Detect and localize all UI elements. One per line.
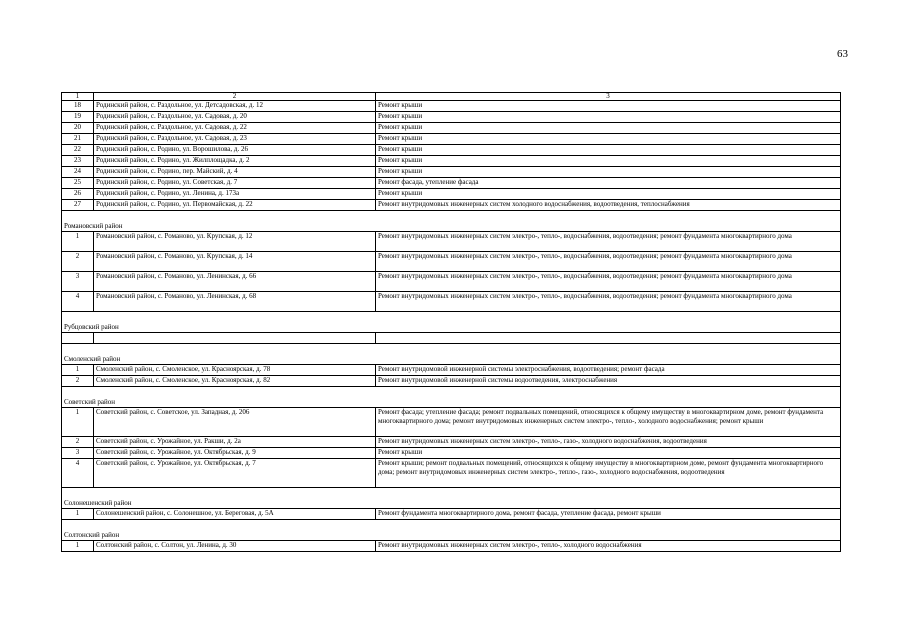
table-header-row	[62, 93, 841, 101]
row-number: 27	[62, 200, 94, 211]
page-number: 63	[837, 48, 848, 60]
row-number: 2	[62, 437, 94, 448]
row-number: 23	[62, 156, 94, 167]
row-work-type: Ремонт внутридомовых инженерных систем электро-, тепло-, водоснабжения, водоотведения; ремонт фундамента многоквартирного дома	[376, 252, 841, 272]
row-work-type: Ремонт внутридомовой инженерной системы водоотведения, электроснабжения	[376, 376, 841, 387]
table-row	[62, 437, 841, 448]
row-number: 26	[62, 189, 94, 200]
table-row	[62, 365, 841, 376]
row-work-type: Ремонт крыши	[376, 156, 841, 167]
row-address: Родинский район, с. Родино, ул. Советская, д. 7	[94, 178, 376, 189]
row-number: 20	[62, 123, 94, 134]
row-work-type: Ремонт крыши	[376, 101, 841, 112]
row-address: Советский район, с. Советское, ул. Западная, д. 206	[94, 408, 376, 437]
table-row	[62, 448, 841, 459]
district-header-row	[62, 312, 841, 333]
row-address: Романовский район, с. Романово, ул. Крупская, д. 14	[94, 252, 376, 272]
empty-cell	[62, 333, 94, 344]
table-row	[62, 252, 841, 272]
row-work-type: Ремонт крыши	[376, 123, 841, 134]
empty-row	[62, 333, 841, 344]
row-address: Солтонский район, с. Солтон, ул. Ленина, д. 30	[94, 541, 376, 552]
repair-table	[61, 92, 841, 552]
table-row	[62, 509, 841, 520]
row-address: Родинский район, с. Родино, ул. Ленина, д. 173а	[94, 189, 376, 200]
row-number: 2	[62, 376, 94, 387]
row-number: 24	[62, 167, 94, 178]
row-work-type: Ремонт внутридомовых инженерных систем холодного водоснабжения, водоотведения, теплоснабжения	[376, 200, 841, 211]
row-work-type: Ремонт внутридомовых инженерных систем электро-, тепло-, водоснабжения, водоотведения; ремонт фундамента многоквартирного дома	[376, 232, 841, 252]
row-address: Смоленский район, с. Смоленское, ул. Красноярская, д. 78	[94, 365, 376, 376]
table-row	[62, 376, 841, 387]
table-row	[62, 408, 841, 437]
table-row	[62, 272, 841, 292]
district-name: Романовский район	[62, 211, 841, 232]
district-name: Солонешенский район	[62, 488, 841, 509]
table-row	[62, 178, 841, 189]
row-address: Родинский район, с. Родино, ул. Первомайская, д. 22	[94, 200, 376, 211]
table-row	[62, 123, 841, 134]
row-address: Родинский район, с. Раздольное, ул. Детсадовская, д. 12	[94, 101, 376, 112]
district-header-row	[62, 211, 841, 232]
row-number: 22	[62, 145, 94, 156]
district-name: Рубцовский район	[62, 312, 841, 333]
column-header: 2	[94, 93, 376, 101]
row-number: 1	[62, 408, 94, 437]
row-work-type: Ремонт фасада, утепление фасада	[376, 178, 841, 189]
table-row	[62, 156, 841, 167]
row-work-type: Ремонт фундамента многоквартирного дома, ремонт фасада, утепление фасада, ремонт крыши	[376, 509, 841, 520]
table-row	[62, 101, 841, 112]
district-header-row	[62, 387, 841, 408]
row-address: Родинский район, с. Родино, ул. Жилплощадка, д. 2	[94, 156, 376, 167]
district-name: Солтонский район	[62, 520, 841, 541]
table-row	[62, 167, 841, 178]
row-address: Родинский район, с. Раздольное, ул. Садовая, д. 20	[94, 112, 376, 123]
row-address: Родинский район, с. Родино, ул. Ворошилова, д. 26	[94, 145, 376, 156]
row-address: Романовский район, с. Романово, ул. Крупская, д. 12	[94, 232, 376, 252]
row-work-type: Ремонт внутридомовых инженерных систем электро-, тепло-, водоснабжения, водоотведения; ремонт фундамента многоквартирного дома	[376, 272, 841, 292]
table-row	[62, 459, 841, 488]
table-row	[62, 145, 841, 156]
row-number: 1	[62, 509, 94, 520]
row-address: Родинский район, с. Раздольное, ул. Садовая, д. 23	[94, 134, 376, 145]
row-work-type: Ремонт фасада; утепление фасада; ремонт подвальных помещений, относящихся к общему имуществу в многоквартирном доме, ремонт фундамента многоквартирного дома; ремонт внутридомовых инженерных систем электро-, тепло-, холодного водоснабжения; ремонт крыши	[376, 408, 841, 437]
row-address: Романовский район, с. Романово, ул. Ленинская, д. 66	[94, 272, 376, 292]
row-work-type: Ремонт крыши	[376, 448, 841, 459]
row-work-type: Ремонт внутридомовых инженерных систем электро-, тепло-, водоснабжения, водоотведения; ремонт фундамента многоквартирного дома	[376, 292, 841, 312]
district-name: Смоленский район	[62, 344, 841, 365]
row-work-type: Ремонт крыши	[376, 189, 841, 200]
row-work-type: Ремонт крыши	[376, 167, 841, 178]
row-number: 3	[62, 448, 94, 459]
table-row	[62, 134, 841, 145]
table-row	[62, 112, 841, 123]
row-address: Родинский район, с. Раздольное, ул. Садовая, д. 22	[94, 123, 376, 134]
row-number: 1	[62, 365, 94, 376]
row-number: 21	[62, 134, 94, 145]
row-address: Романовский район, с. Романово, ул. Ленинская, д. 68	[94, 292, 376, 312]
row-work-type: Ремонт внутридомовых инженерных систем электро-, тепло-, холодного водоснабжения	[376, 541, 841, 552]
row-work-type: Ремонт крыши	[376, 145, 841, 156]
row-work-type: Ремонт крыши	[376, 112, 841, 123]
row-work-type: Ремонт крыши; ремонт подвальных помещений, относящихся к общему имуществу в многоквартирном доме, ремонт фундамента многоквартирного дома; ремонт внутридомовых инженерных систем электро-, тепло-, газо-, холодного водоснабжения, водоотведения	[376, 459, 841, 488]
row-address: Солонешенский район, с. Солонешное, ул. Береговая, д. 5А	[94, 509, 376, 520]
table-row	[62, 292, 841, 312]
row-address: Смоленский район, с. Смоленское, ул. Красноярская, д. 82	[94, 376, 376, 387]
row-number: 19	[62, 112, 94, 123]
row-number: 4	[62, 292, 94, 312]
row-work-type: Ремонт внутридомовых инженерных систем электро-, тепло-, газо-, холодного водоснабжения, водоотведения	[376, 437, 841, 448]
table-row	[62, 200, 841, 211]
table-row	[62, 541, 841, 552]
column-header: 3	[376, 93, 841, 101]
table-row	[62, 189, 841, 200]
column-header: 1	[62, 93, 94, 101]
district-header-row	[62, 488, 841, 509]
row-address: Советский район, с. Урожайное, ул. Октябрьская, д. 7	[94, 459, 376, 488]
row-address: Советский район, с. Урожайное, ул. Октябрьская, д. 9	[94, 448, 376, 459]
row-work-type: Ремонт крыши	[376, 134, 841, 145]
empty-cell	[376, 333, 841, 344]
row-work-type: Ремонт внутридомовой инженерной системы электроснабжения, водоотведения; ремонт фасада	[376, 365, 841, 376]
row-number: 1	[62, 232, 94, 252]
row-number: 3	[62, 272, 94, 292]
district-name: Советский район	[62, 387, 841, 408]
empty-cell	[94, 333, 376, 344]
row-number: 25	[62, 178, 94, 189]
row-address: Родинский район, с. Родино, пер. Майский, д. 4	[94, 167, 376, 178]
row-address: Советский район, с. Урожайное, ул. Ракши, д. 2а	[94, 437, 376, 448]
row-number: 2	[62, 252, 94, 272]
district-header-row	[62, 520, 841, 541]
district-header-row	[62, 344, 841, 365]
row-number: 4	[62, 459, 94, 488]
row-number: 1	[62, 541, 94, 552]
table-row	[62, 232, 841, 252]
row-number: 18	[62, 101, 94, 112]
